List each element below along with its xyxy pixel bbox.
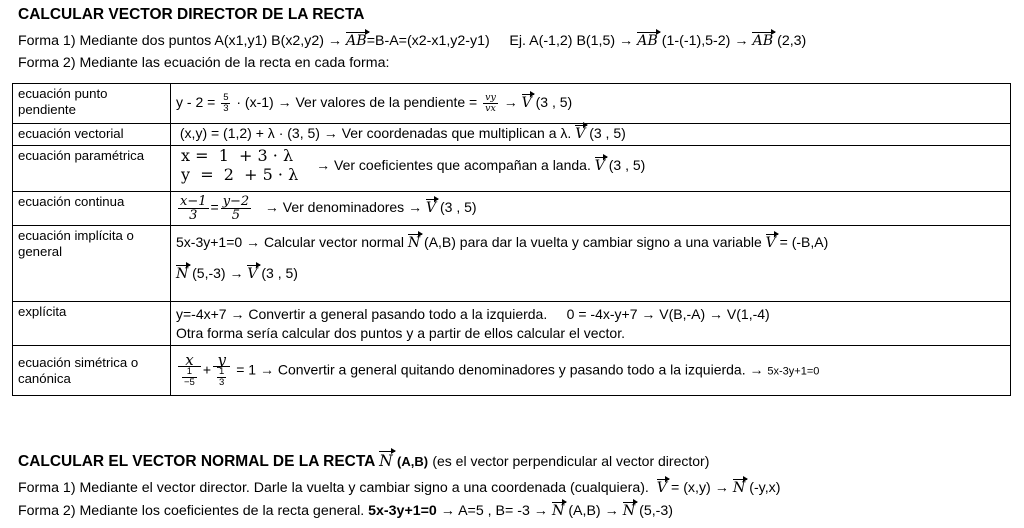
row-content (171, 146, 1011, 192)
table-row (13, 302, 1011, 346)
section2-title-line (18, 452, 709, 471)
vector-n-symbol: N (732, 480, 746, 496)
fraction: $\frac{1}{3}$ (219, 365, 225, 388)
row-label: ecuación paramétrica (13, 146, 171, 192)
row-content: $\frac{x}{\frac{1}{-5}}$ + $\frac{y}{\frac{1}{3}}$ = 1 → Convertir a general quitando denominadores y pasando todo a la izquierda. → 5x-3y+1=0 (171, 346, 1011, 396)
table-row (13, 84, 1011, 124)
row-label: ecuación simétrica o canónica (13, 346, 171, 396)
normal-forma1-b: = (x,y) → (670, 480, 729, 496)
section2-title-ab: (A,B) (396, 454, 429, 469)
vector-ab-symbol: AB (637, 33, 658, 49)
vector-value: (3 , 5) (589, 125, 626, 141)
forma1-mid2: (1-(-1),5-2) → (661, 33, 749, 49)
vector-v-symbol: V (521, 95, 532, 112)
vector-v-symbol: V (247, 266, 258, 282)
explanation-text: → Ver coeficientes que acompañan a landa. (316, 156, 591, 173)
vector-v-symbol: V (656, 480, 668, 496)
parametric-eq-y: y = 2 + 5 · λ (181, 165, 299, 184)
section1-title: CALCULAR VECTOR DIRECTOR DE LA RECTA (18, 6, 365, 23)
fraction: $\frac{vy}{vx}$ (485, 92, 496, 114)
fraction: $\frac{5}{3}$ (223, 92, 229, 114)
vector-value: (3 , 5) (535, 94, 573, 111)
forma1-end: (2,3) (777, 33, 807, 49)
explanation-text: → Ver denominadores → (264, 199, 423, 216)
fraction: $\frac{1}{-5}$ (184, 365, 195, 388)
section2-title-note: (es el vector perpendicular al vector director) (432, 453, 710, 469)
explanation-text: = 1 → Convertir a general quitando denominadores y pasando todo a la izquierda. → (236, 361, 764, 378)
forma1-mid: =B-A=(x2-x1,y2-y1) Ej. A(-1,2) B(1,5) → (366, 33, 634, 49)
vector-v-symbol: V (425, 200, 437, 217)
table-row (13, 192, 1011, 226)
explicit-line-2: Otra forma sería calcular dos puntos y a partir de ellos calcular el vector. (176, 325, 625, 341)
vector-v-symbol: V (594, 157, 605, 174)
normal-forma2-b: → A=5 , B= -3 → (440, 503, 548, 519)
vector-ab-symbol: AB (346, 33, 367, 49)
normal-forma2-d: (5,-3) (639, 503, 674, 519)
fraction-denominator (178, 367, 201, 388)
forma1-prefix: Forma 1) Mediante dos puntos A(x1,y1) B(x2,y2) → (18, 33, 343, 49)
parametric-system (181, 146, 298, 184)
table-row (13, 146, 1011, 192)
explicit-line-1: y=-4x+7 → Convertir a general pasando todo a la izquierda. 0 = -4x-y+7 → V(B,-A) → V(1,-4) (176, 306, 770, 322)
section2-title: CALCULAR EL VECTOR NORMAL DE LA RECTA (18, 453, 375, 470)
normal-forma2-line (18, 503, 673, 519)
row-content (171, 124, 1011, 146)
vector-n-symbol: N (176, 266, 189, 282)
equation-text: (x,y) = (1,2) + λ · (3, 5) → Ver coordenadas que multiplican a λ. (179, 125, 572, 141)
implicit-line-1 (176, 234, 1005, 251)
forma2-line: Forma 2) Mediante las ecuación de la recta en cada forma: (18, 55, 390, 71)
normal-forma2-text: Forma 2) Mediante los coeficientes de la recta general. (18, 503, 365, 519)
normal-forma1-line (18, 480, 780, 496)
normal-forma2-c: (A,B) → (568, 503, 619, 519)
vector-n-symbol: N (551, 503, 565, 519)
vector-n-symbol: N (407, 235, 421, 251)
explanation-text: · (x-1) → Ver valores de la pendiente = (236, 94, 478, 111)
compound-fraction: $\frac{y}{\frac{1}{3}}$ (213, 354, 230, 388)
fraction: $\frac{x-1}{3}$ (180, 194, 207, 223)
row-label: ecuación vectorial (13, 124, 171, 146)
implicit-line-2 (176, 265, 1005, 282)
row-content (171, 302, 1011, 346)
vector-value: (3 , 5) (261, 265, 298, 281)
vector-value: = (-B,A) (779, 234, 829, 250)
equation-text: 5x-3y+1=0 → Calcular vector normal (176, 234, 404, 250)
normal-forma1-c: (-y,x) (749, 480, 781, 496)
vector-value: (3 , 5) (439, 199, 477, 216)
equations-table (12, 83, 1011, 396)
fraction: $\frac{y-2}{5}$ (222, 194, 250, 223)
row-label: ecuación punto pendiente (13, 84, 171, 124)
vector-n-symbol: N (379, 452, 393, 470)
row-label: ecuación continua (13, 192, 171, 226)
arrow-text: → (503, 94, 518, 111)
normal-forma1-text: Forma 1) Mediante el vector director. Darle la vuelta y cambiar signo a una coordenada (cualquiera). (18, 480, 649, 496)
explanation-text: (A,B) para dar la vuelta y cambiar signo a una variable (424, 234, 762, 250)
parametric-eq-x: x = 1 + 3 · λ (181, 146, 294, 165)
table-row (13, 346, 1011, 396)
table-row (13, 226, 1011, 302)
normal-value: (5,-3) → (192, 265, 244, 281)
vector-v-symbol: V (765, 235, 776, 251)
row-content (171, 226, 1011, 302)
vector-n-symbol: N (622, 503, 636, 519)
vector-ab-symbol: AB (752, 33, 774, 49)
compound-fraction: $\frac{x}{\frac{1}{-5}}$ (178, 354, 201, 388)
table-row (13, 124, 1011, 146)
row-label: explícita (13, 302, 171, 346)
row-content: $\frac{x-1}{3}$ = $\frac{y-2}{5}$ → Ver denominadores → V (3 , 5) (171, 192, 1011, 226)
row-label: ecuación implícita o general (13, 226, 171, 302)
explanation-group (316, 157, 645, 173)
vector-value: (3 , 5) (608, 156, 646, 173)
row-content (171, 84, 1011, 124)
result-equation: 5x-3y+1=0 (767, 365, 820, 378)
forma1-line (18, 33, 806, 49)
vector-v-symbol: V (575, 126, 586, 142)
equation-text: y - 2 = (176, 94, 216, 111)
general-equation: 5x-3y+1=0 (368, 503, 437, 519)
fraction-denominator (213, 367, 230, 388)
